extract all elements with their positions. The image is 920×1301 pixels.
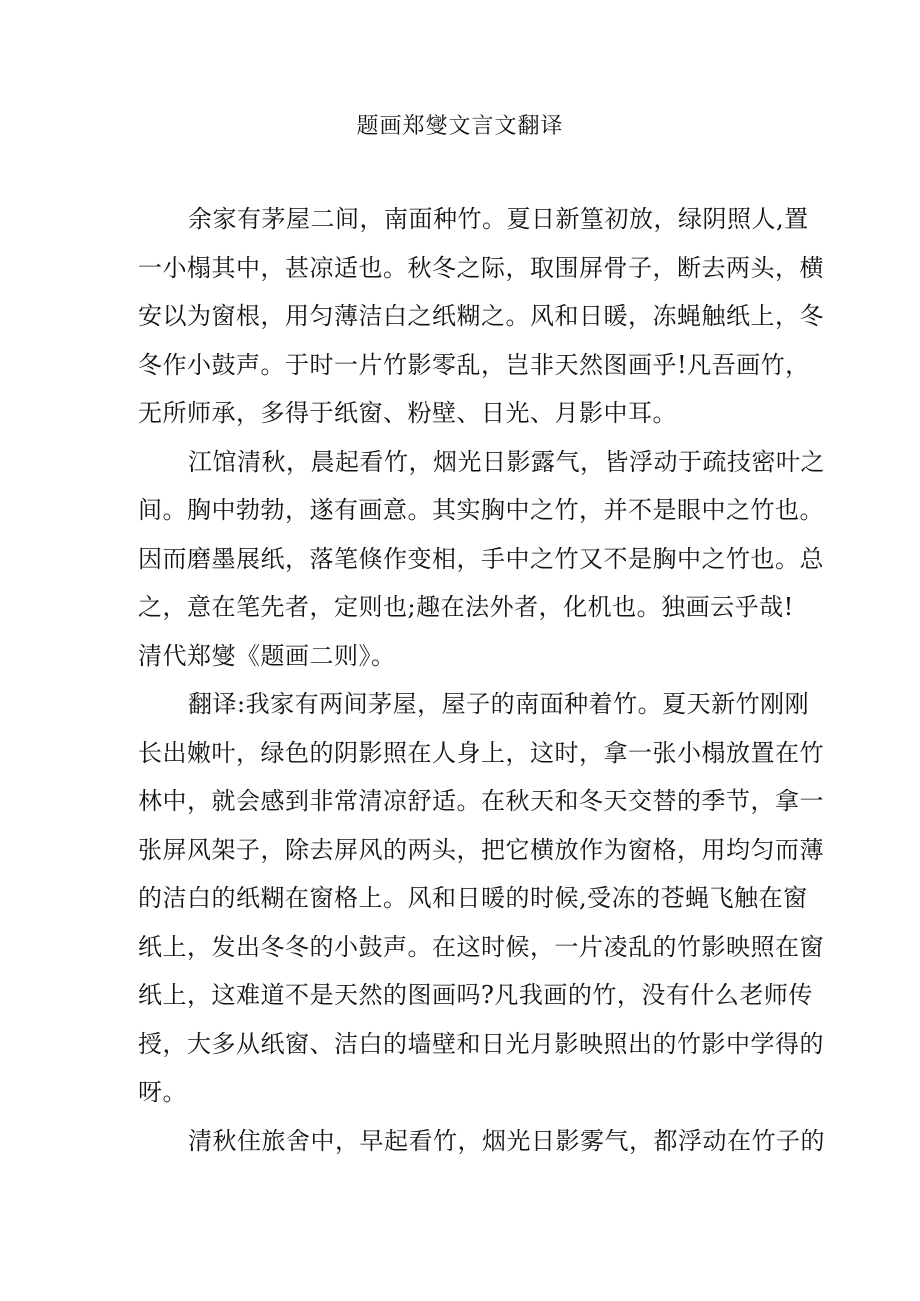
text-line: 张屏风架子，除去屏风的两头，把它横放作为窗格，用均匀而薄 (138, 835, 824, 864)
text-line: 长出嫩叶，绿色的阴影照在人身上，这时，拿一张小榻放置在竹 (138, 738, 824, 767)
paragraph (138, 204, 824, 447)
text-line: 翻译:我家有两间茅屋，屋子的南面种着竹。夏天新竹刚刚 (188, 690, 810, 718)
text-line: 呀。 (138, 1078, 187, 1106)
text-line: 林中，就会感到非常清凉舒适。在秋天和冬天交替的季节，拿一 (138, 787, 824, 815)
paragraph (138, 689, 824, 1126)
text-line: 间。胸中勃勃，遂有画意。其实胸中之竹，并不是眼中之竹也。 (138, 496, 824, 524)
text-line: 纸上，这难道不是天然的图画吗?凡我画的竹，没有什么老师传 (138, 981, 813, 1009)
text-line: 清代郑燮《题画二则》。 (138, 641, 396, 670)
text-line: 清秋住旅舍中，早起看竹，烟光日影雾气，都浮动在竹子的 (188, 1126, 825, 1155)
text-line: 的洁白的纸糊在窗格上。风和日暖的时候,受冻的苍蝇飞触在窗 (138, 884, 808, 912)
text-line: 无所师承，多得于纸窗、粉壁、日光、月影中耳。 (138, 399, 677, 427)
text-line: 纸上，发出冬冬的小鼓声。在这时候，一片凌乱的竹影映照在窗 (138, 932, 824, 961)
text-line: 授，大多从纸窗、洁白的墙壁和日光月影映照出的竹影中学得的 (138, 1029, 824, 1058)
paragraph (138, 447, 825, 690)
text-line: 余家有茅屋二间，南面种竹。夏日新篁初放，绿阴照人,置 (188, 205, 809, 233)
text-line: 一小榻其中，甚凉适也。秋冬之际，取围屏骨子，断去两头，横 (138, 253, 824, 282)
text-line: 江馆清秋，晨起看竹，烟光日影露气，皆浮动于疏技密叶之 (188, 447, 825, 476)
text-line: 因而磨墨展纸，落笔倏作变相，手中之竹又不是胸中之竹也。总 (138, 544, 824, 573)
document-body (138, 204, 825, 1174)
paragraph (138, 1126, 825, 1175)
text-line: 安以为窗根，用匀薄洁白之纸糊之。风和日暖，冻蝇触纸上，冬 (138, 302, 824, 330)
text-line: 冬作小鼓声。于时一片竹影零乱，岂非天然图画乎!凡吾画竹， (138, 350, 810, 379)
text-line: 之，意在笔先者，定则也;趣在法外者，化机也。独画云乎哉! (138, 593, 794, 621)
page-title: 题画郑燮文言文翻译 (356, 114, 564, 139)
